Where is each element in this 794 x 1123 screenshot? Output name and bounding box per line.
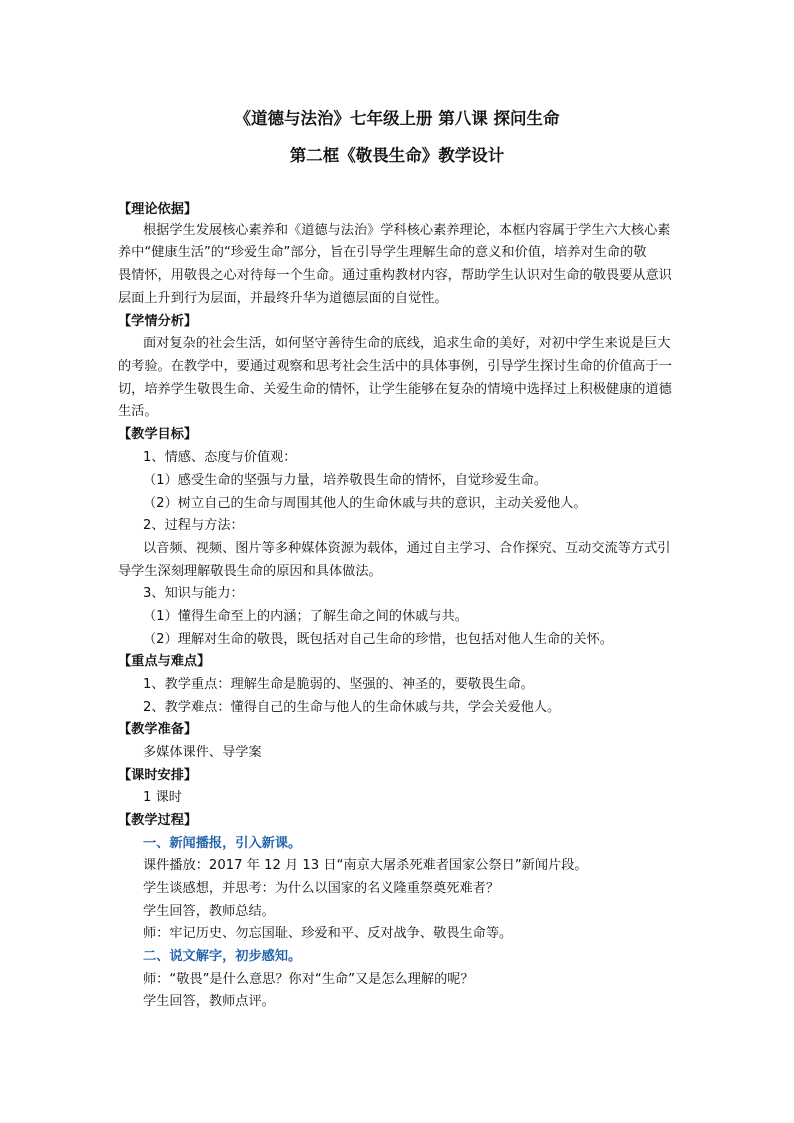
theory-line: 根据学生发展核心素养和《道德与法治》学科核心素养理论，本框内容属于学生六大核心素	[143, 223, 671, 238]
process-text: 学生回答，教师总结。	[143, 904, 275, 919]
document-title: 《道德与法治》七年级上册 第八课 探问生命	[234, 109, 560, 128]
section-heading-theory: 【理论依据】	[118, 202, 198, 217]
schedule-text: 1 课时	[143, 790, 182, 805]
section-heading-schedule: 【课时安排】	[118, 768, 198, 783]
students-line: 的考验。在教学中，要通过观察和思考社会生活中的具体事例，引导学生探讨生命的价值高于一	[118, 359, 672, 374]
students-line: 面对复杂的社会生活，如何坚守善待生命的底线，追求生命的美好，对初中学生来说是巨大	[143, 336, 671, 351]
theory-line: 养中“健康生活”的“珍爱生命”部分，旨在引导学生理解生命的意义和价值，培养对生命的敬	[118, 245, 647, 260]
process-text: 课件播放：2017 年 12 月 13 日“南京大屠杀死难者国家公祭日”新闻片段。	[143, 858, 588, 873]
goal-text: 导学生深刻理解敬畏生命的原因和具体做法。	[118, 564, 382, 579]
document-subtitle: 第二框《敬畏生命》教学设计	[289, 146, 505, 165]
goal-subitem: （2）树立自己的生命与周围其他人的生命休戚与共的意识，主动关爱他人。	[143, 496, 587, 511]
students-line: 生活。	[118, 404, 158, 419]
goal-subitem: （1）懂得生命至上的内涵；了解生命之间的休戚与共。	[143, 609, 468, 624]
goal-item: 3、知识与能力：	[143, 586, 244, 601]
section-heading-prep: 【教学准备】	[118, 722, 198, 737]
process-step-heading: 二、说文解字，初步感知。	[143, 949, 302, 964]
goal-item: 1、情感、态度与价值观：	[143, 450, 297, 465]
process-text: 学生谈感想，并思考：为什么以国家的名义隆重祭奠死难者？	[143, 881, 500, 896]
goal-item: 2、过程与方法：	[143, 518, 244, 533]
goal-text: 以音频、视频、图片等多种媒体资源为载体，通过自主学习、合作探究、互动交流等方式引	[143, 541, 671, 556]
section-heading-students: 【学情分析】	[118, 314, 198, 329]
process-text: 师：牢记历史、勿忘国耻、珍爱和平、反对战争、敬畏生命等。	[143, 926, 513, 941]
keypoint-item: 2、教学难点：懂得自己的生命与他人的生命休戚与共，学会关爱他人。	[143, 700, 561, 715]
prep-text: 多媒体课件、导学案	[143, 745, 262, 760]
goal-subitem: （2）理解对生命的敬畏，既包括对自己生命的珍惜，也包括对他人生命的关怀。	[143, 632, 613, 647]
section-heading-process: 【教学过程】	[118, 813, 198, 828]
section-heading-keypoints: 【重点与难点】	[118, 654, 211, 669]
process-text: 师：“敬畏”是什么意思？你对“生命”又是怎么理解的呢？	[143, 972, 474, 987]
goal-subitem: （1）感受生命的坚强与力量，培养敬畏生命的情怀，自觉珍爱生命。	[143, 473, 548, 488]
process-text: 学生回答，教师点评。	[143, 994, 275, 1009]
process-step-heading: 一、新闻播报，引入新课。	[143, 836, 302, 851]
theory-line: 畏情怀，用敬畏之心对待每一个生命。通过重构教材内容，帮助学生认识对生命的敬畏要从意识	[118, 268, 672, 283]
students-line: 切，培养学生敬畏生命、关爱生命的情怀，让学生能够在复杂的情境中选择过上积极健康的道德	[118, 382, 672, 397]
keypoint-item: 1、教学重点：理解生命是脆弱的、坚强的、神圣的，要敬畏生命。	[143, 677, 534, 692]
section-heading-goals: 【教学目标】	[118, 427, 198, 442]
theory-line: 层面上升到行为层面，并最终升华为道德层面的自觉性。	[118, 291, 448, 306]
